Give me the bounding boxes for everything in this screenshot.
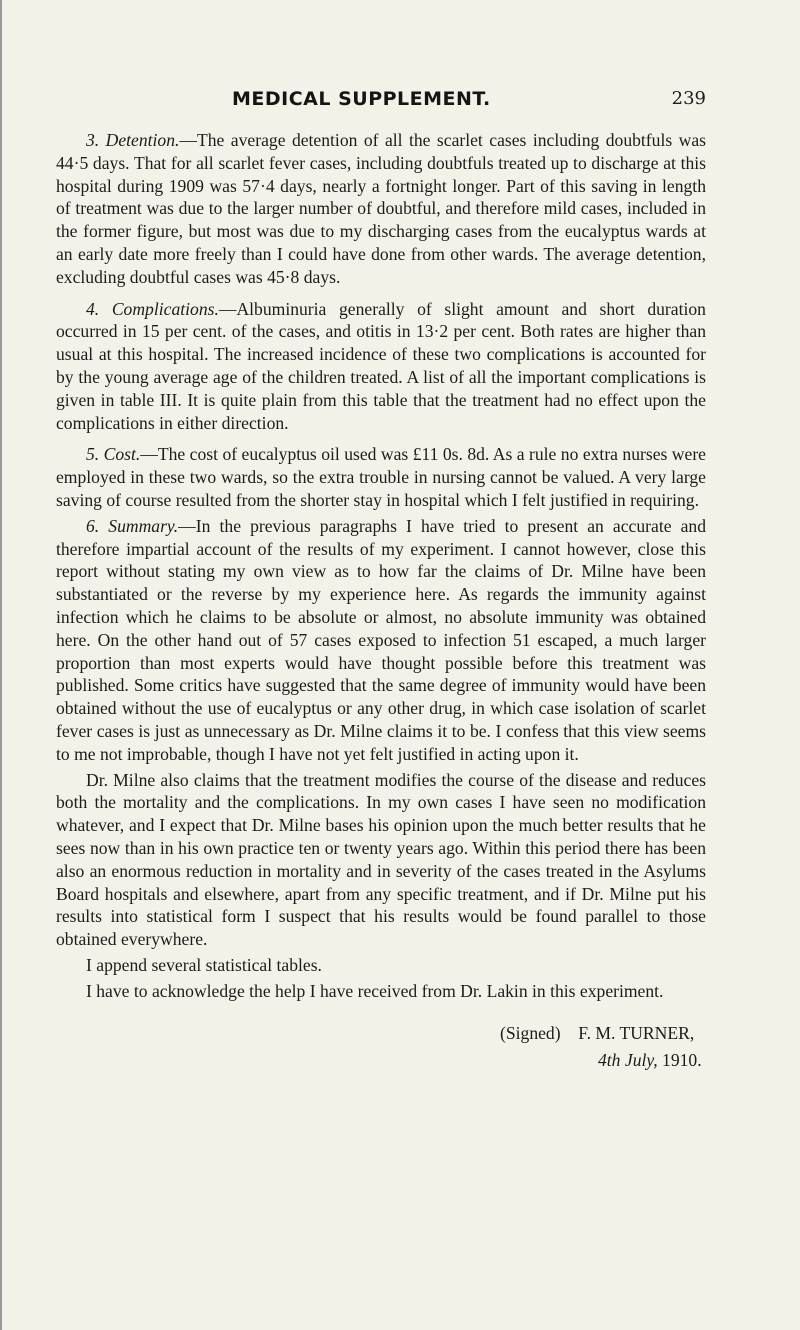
paragraph-text: —Albuminuria generally of slight amount and short duration occurred in 15 per cent. of the cases, and otitis in 13·2 per cent. Both rates are higher than usual at this hospital. The increased incidence of these two complications is accounted for by the young average age of the children treated. A list of all the important complications is given in table III. It is quite plain from this table that the treatment had no effect upon the complications in either direction. (56, 298, 706, 433)
paragraph-acknowledgement (56, 980, 706, 1003)
signature-line (500, 1023, 694, 1044)
paragraph-heading: 5. Cost. (86, 444, 141, 465)
paragraph-text: —In the previous paragraphs I have tried to present an accurate and therefore impartial account of the results of my experiment. I cannot however, close this report without stating my own view as to how far the claims of Dr. Milne have been substantiated or the reverse by my experience here. As regards the immunity against infection which he claims to be absolute or almost, no absolute immunity was obtained here. On the other hand out of 57 cases exposed to infection 51 escaped, a much larger proportion than most experts would have thought possible before this treatment was published. Some critics have suggested that the same degree of immunity would have been obtained without the use of eucalyptus or any other drug, in which case isolation of scarlet fever cases is just as unnecessary as Dr. Milne claims it to be. I confess that this view seems to me not improbable, though I have not yet felt justified in acting upon it. (56, 515, 706, 764)
running-head: MEDICAL SUPPLEMENT. (232, 88, 491, 110)
paragraph-milne-claims (56, 769, 706, 951)
paragraph-text: I have to acknowledge the help I have received from Dr. Lakin in this experiment. (86, 980, 664, 1001)
paragraph-complications (56, 298, 706, 435)
paragraph-text: —The cost of eucalyptus oil used was £11 0s. 8d. As a rule no extra nurses were employed in these two wards, so the extra trouble in nursing cannot be valued. A very large saving of course resulted from the shorter stay in hospital which I felt justified in requiring. (56, 444, 706, 510)
signed-label: (Signed) (500, 1023, 561, 1043)
date-year: 1910. (662, 1050, 702, 1070)
scan-edge (0, 0, 2, 1330)
body-text (56, 129, 706, 1002)
paragraph-heading: 3. Detention. (86, 130, 180, 150)
date-day-month: 4th July, (598, 1050, 658, 1070)
paragraph-heading: 6. Summary. (86, 515, 179, 536)
paragraph-heading: 4. Complications. (86, 298, 219, 319)
signature-date (598, 1050, 702, 1071)
paragraph-text: I append several statistical tables. (86, 954, 322, 975)
paragraph-append-tables (56, 954, 706, 977)
page-number: 239 (671, 88, 706, 109)
paragraph-cost (56, 443, 706, 511)
page-header (200, 88, 706, 110)
signatory-name: F. M. TURNER, (578, 1023, 695, 1043)
paragraph-detention (56, 129, 706, 289)
paragraph-summary (56, 515, 706, 766)
paragraph-text: —The average detention of all the scarlet cases including doubtfuls was 44·5 days. That for all scarlet fever cases, including doubtfuls treated up to discharge at this hospital during 1909 was 57·4 days, nearly a fortnight longer. Part of this saving in length of treatment was due to the larger number of doubtful, and therefore mild cases, included in the former figure, but most was due to my discharging cases from the eucalyptus wards at an early date more freely than I could have done from other wards. The average detention, excluding doubtful cases was 45·8 days. (56, 130, 707, 287)
paragraph-text: Dr. Milne also claims that the treatment modifies the course of the disease and reduces both the mortality and the complications. In my own cases I have seen no modification whatever, and I expect that Dr. Milne bases his opinion upon the much better results that he sees now than in his own practice ten or twenty years ago. Within this period there has been also an enormous reduction in mortality and in severity of the cases treated in the Asylums Board hospitals and elsewhere, apart from any specific treatment, and if Dr. Milne put his results into statistical form I suspect that his results would be found parallel to those obtained everywhere. (56, 769, 706, 950)
